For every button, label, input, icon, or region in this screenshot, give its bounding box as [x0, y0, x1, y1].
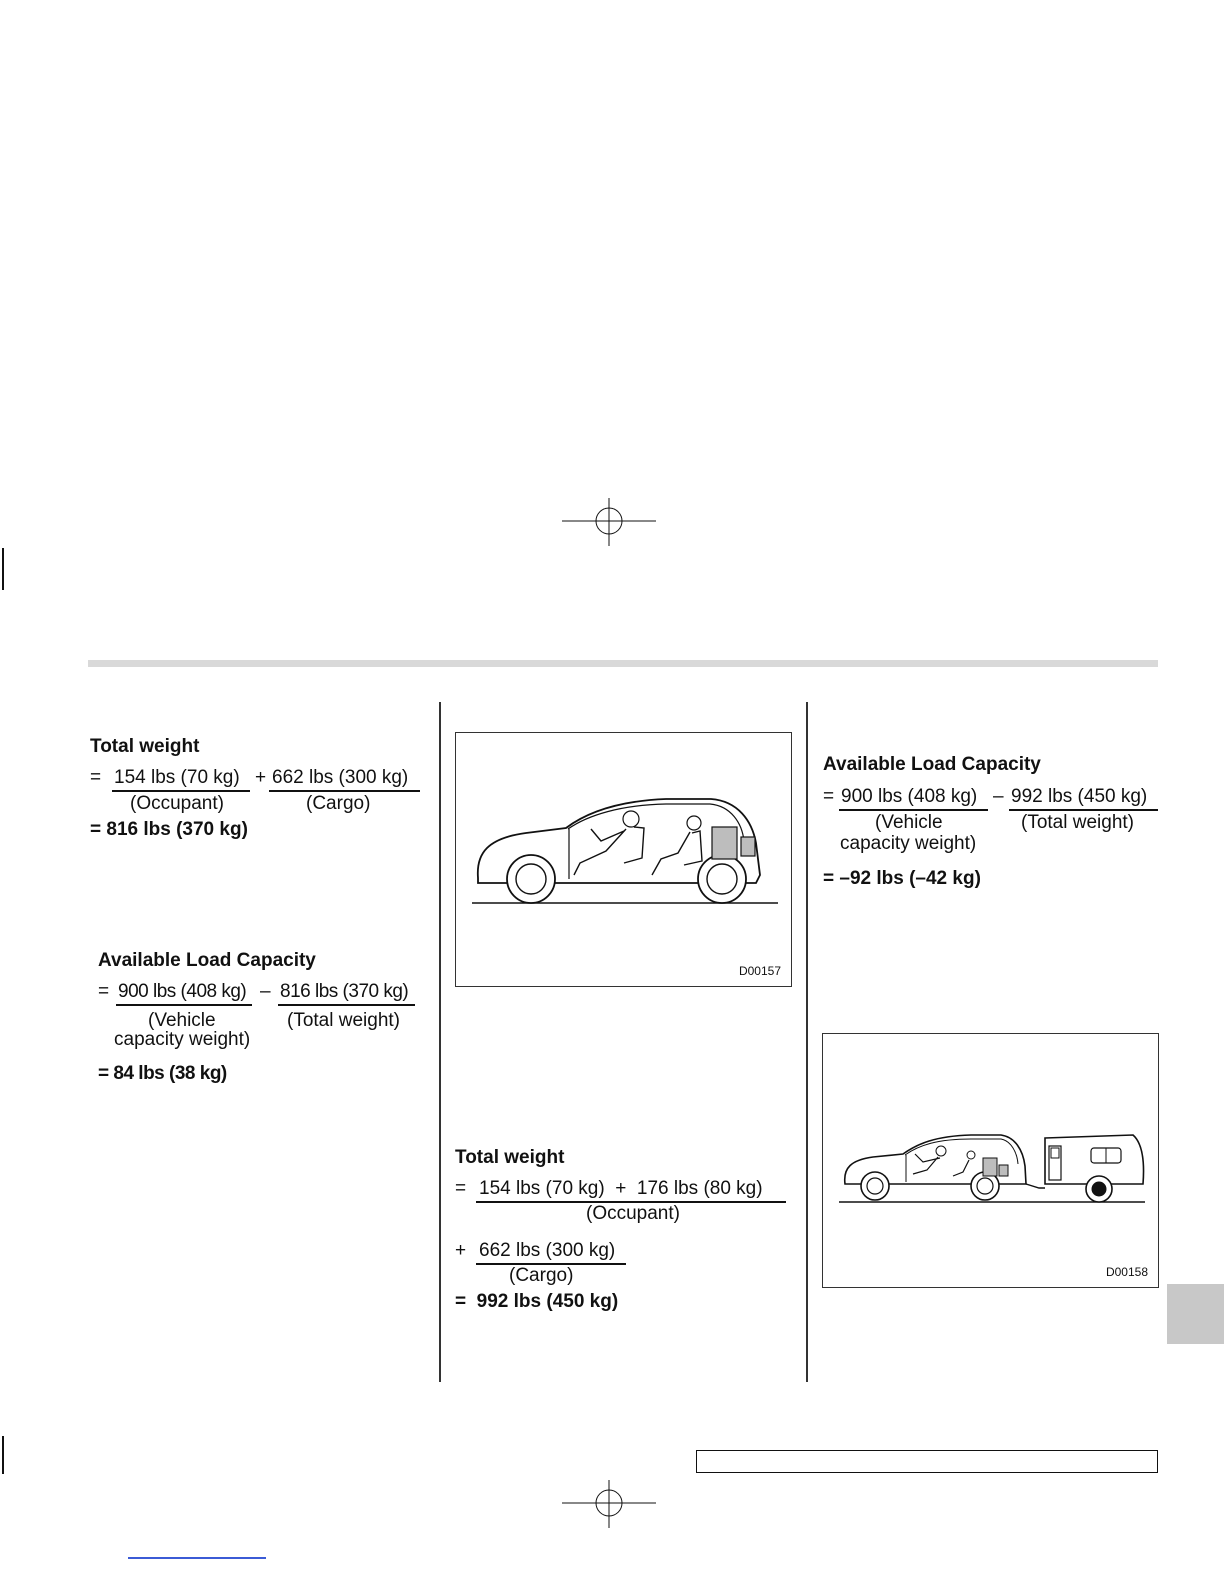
occupant-underline: [112, 790, 250, 792]
footer-page-box: [696, 1450, 1158, 1473]
vehicle-capacity-underline: [839, 809, 988, 811]
capacity-weight-label: capacity weight): [840, 833, 977, 854]
total-weight-value: 816 lbs (370 kg): [280, 981, 409, 1002]
total-weight-label: (Total weight): [287, 1010, 400, 1031]
vehicle-label: (Vehicle: [148, 1010, 216, 1031]
available-capacity-result: = –92 lbs (–42 kg): [823, 868, 981, 889]
available-capacity-heading: Available Load Capacity: [98, 950, 316, 971]
registration-mark-top: [560, 498, 660, 548]
crop-mark-left-top: [2, 548, 4, 590]
available-capacity-result: = 84 lbs (38 kg): [98, 1063, 227, 1084]
minus-sign: –: [260, 981, 271, 1002]
occupant-weight: 154 lbs (70 kg): [114, 767, 240, 788]
total-weight-result: = 816 lbs (370 kg): [90, 819, 248, 840]
total-weight-underline: [278, 1004, 415, 1006]
cargo-label: (Cargo): [509, 1265, 574, 1286]
total-weight-result: = 992 lbs (450 kg): [455, 1291, 619, 1312]
plus-sign: +: [455, 1240, 467, 1261]
figure-code: D00157: [738, 964, 781, 978]
vehicle-capacity-weight: 900 lbs (408 kg): [841, 786, 978, 807]
total-weight-label: (Total weight): [1021, 812, 1134, 833]
column-divider-1: [439, 702, 441, 1382]
figure-car-occupants: [455, 732, 792, 987]
available-capacity-heading: Available Load Capacity: [823, 754, 1041, 775]
occupant-label: (Occupant): [130, 793, 224, 814]
figure-code: D00158: [1105, 1265, 1148, 1279]
total-weight-underline: [1009, 809, 1158, 811]
equals-sign: =: [98, 981, 110, 1002]
footer-link-underline: [128, 1557, 266, 1559]
total-weight-value: 992 lbs (450 kg): [1011, 786, 1148, 807]
figure-car-trailer: [822, 1033, 1159, 1288]
occupant-weights: 154 lbs (70 kg) + 176 lbs (80 kg): [479, 1178, 763, 1199]
total-weight-heading: Total weight: [90, 736, 200, 757]
cargo-weight: 662 lbs (300 kg): [272, 767, 409, 788]
column-divider-2: [806, 702, 808, 1382]
equals-sign: =: [823, 786, 835, 807]
equals-sign: =: [90, 767, 102, 788]
section-tab: [1167, 1284, 1224, 1344]
vehicle-capacity-weight: 900 lbs (408 kg): [118, 981, 247, 1002]
equals-sign: =: [455, 1178, 467, 1199]
occupant-label: (Occupant): [586, 1203, 680, 1224]
registration-mark-bottom: [560, 1480, 660, 1530]
cargo-weight: 662 lbs (300 kg): [479, 1240, 616, 1261]
car-occupants-illustration: [456, 733, 791, 986]
minus-sign: –: [993, 786, 1004, 807]
cargo-label: (Cargo): [306, 793, 371, 814]
crop-mark-left-bottom: [2, 1436, 4, 1474]
plus-sign: +: [255, 767, 267, 788]
capacity-weight-label: capacity weight): [114, 1029, 251, 1050]
car-trailer-illustration: [823, 1034, 1158, 1287]
vehicle-capacity-underline: [116, 1004, 252, 1006]
cargo-underline: [269, 790, 420, 792]
header-rule: [88, 660, 1158, 667]
total-weight-heading: Total weight: [455, 1147, 565, 1168]
vehicle-label: (Vehicle: [875, 812, 943, 833]
